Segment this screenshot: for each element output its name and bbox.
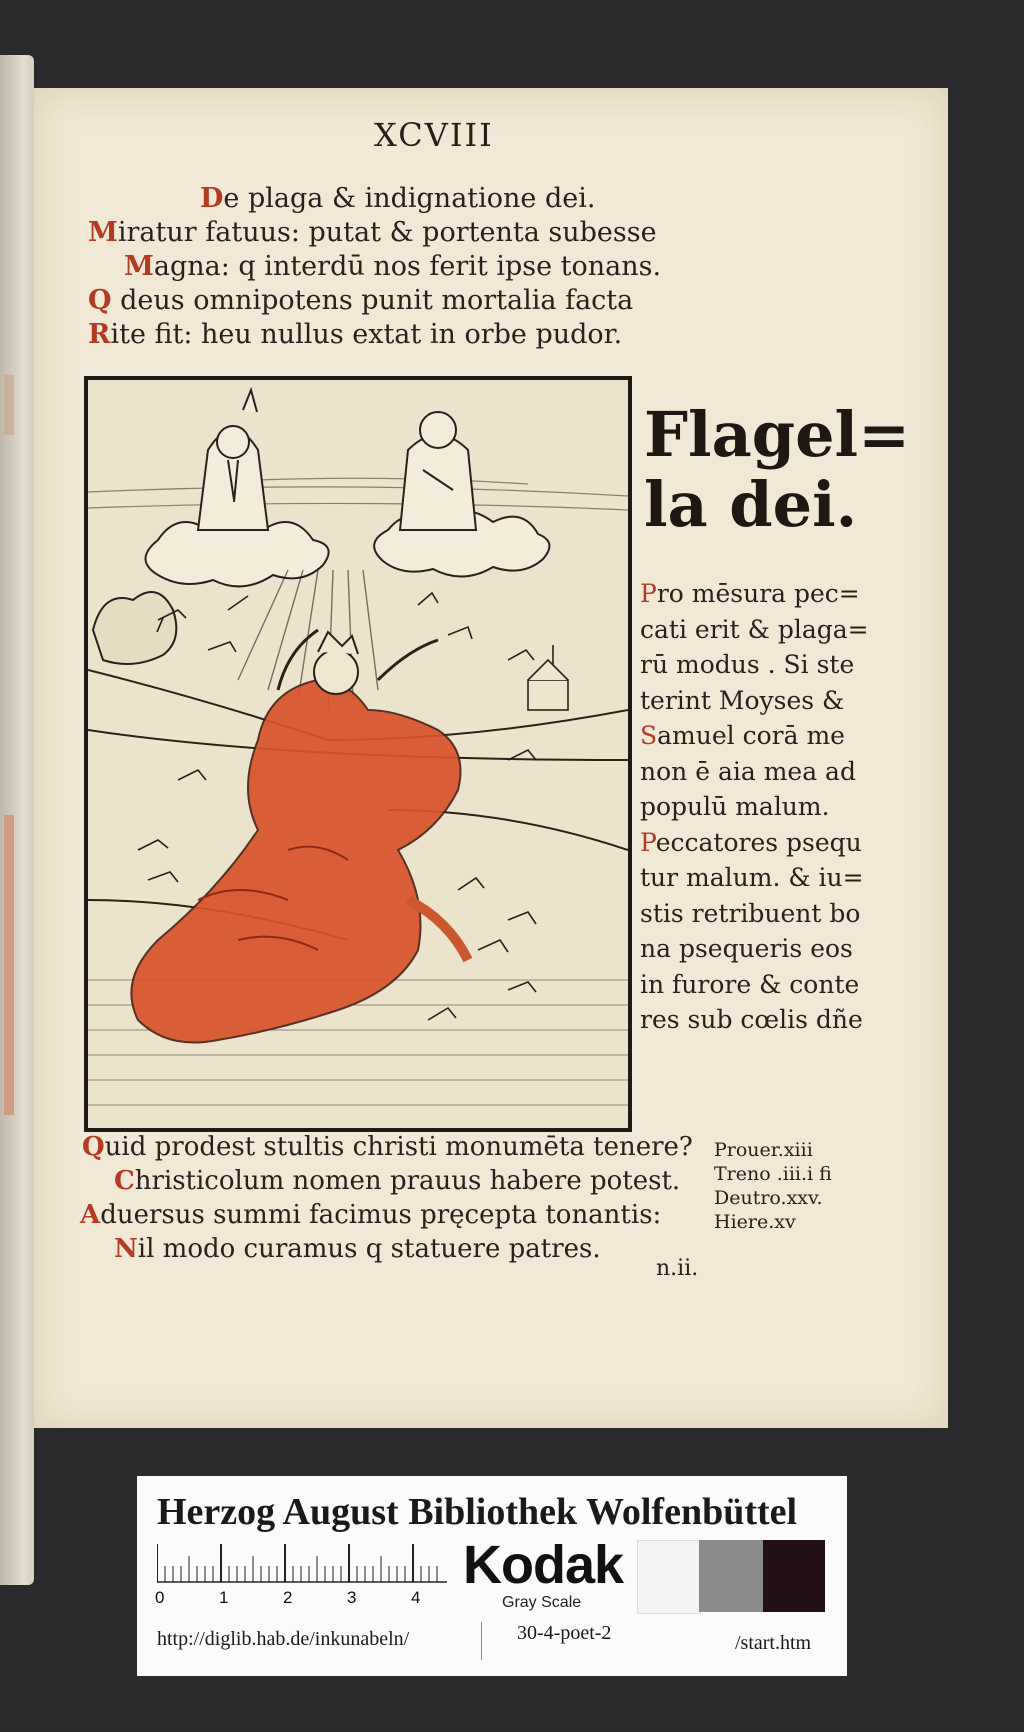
initial-letter: C bbox=[114, 1166, 135, 1196]
verse-line bbox=[82, 1130, 693, 1164]
sidenote-line: populū malum. bbox=[640, 792, 830, 821]
verse-line bbox=[88, 284, 633, 318]
god-figure bbox=[198, 390, 268, 530]
verse-line bbox=[88, 318, 622, 352]
signature-mark: n.ii. bbox=[656, 1256, 699, 1281]
sidenote-line: terint Moyses & bbox=[640, 685, 845, 715]
sidenote-line bbox=[640, 576, 869, 612]
sidenote-line: in furore & conte bbox=[640, 969, 860, 999]
verse-text: ite fit: heu nullus extat in orbe pudor. bbox=[110, 319, 623, 350]
ruler-number: 2 bbox=[283, 1588, 293, 1607]
heading-line: la dei. bbox=[644, 468, 858, 541]
woodcut-illustration bbox=[84, 376, 632, 1132]
sidenote-line: rū modus . Si ste bbox=[640, 650, 855, 679]
reference: Hiere.xv bbox=[714, 1211, 796, 1233]
ruler-number: 4 bbox=[411, 1588, 421, 1607]
start-page-path: /start.htm bbox=[735, 1632, 812, 1654]
initial-letter: N bbox=[114, 1234, 138, 1264]
verse-line bbox=[124, 250, 661, 284]
initial-letter: D bbox=[200, 183, 224, 214]
sidenote-line: cati erit & plaga= bbox=[640, 614, 869, 644]
sidenote-line: non ē aia mea ad bbox=[640, 756, 856, 786]
christ-figure bbox=[400, 412, 476, 530]
kodak-logo: Kodak bbox=[463, 1535, 624, 1595]
gray-scale-label: Gray Scale bbox=[502, 1594, 582, 1611]
sidenote-line bbox=[640, 718, 869, 754]
section-heading bbox=[644, 400, 910, 540]
woodcut-drawing bbox=[88, 380, 628, 1128]
initial-letter: R bbox=[88, 319, 111, 350]
verse-line bbox=[114, 1164, 680, 1198]
initial-letter: M bbox=[88, 217, 118, 248]
sidenote-text: eccatores psequ bbox=[655, 827, 862, 857]
reference: Treno .iii.i fi bbox=[714, 1163, 832, 1185]
verse-line bbox=[200, 182, 595, 216]
sidenote-text: amuel corā me bbox=[657, 721, 845, 750]
sidenote-line: stis retribuent bo bbox=[640, 898, 861, 928]
side-commentary bbox=[640, 576, 869, 1038]
verse-text: agna: q interdū nos ferit ipse tonans. bbox=[153, 251, 662, 282]
adjacent-page-red-bleed bbox=[4, 815, 14, 1115]
initial-letter: S bbox=[640, 721, 658, 750]
initial-letter: M bbox=[124, 251, 154, 282]
folio-number: XCVIII bbox=[374, 116, 494, 154]
verse-line bbox=[80, 1198, 661, 1232]
sidenote-line: tur malum. & iu= bbox=[640, 863, 864, 892]
scripture-references bbox=[714, 1138, 832, 1234]
card-divider bbox=[481, 1622, 482, 1660]
swatch-white bbox=[637, 1540, 701, 1614]
heading-line: Flagel= bbox=[644, 398, 911, 471]
verse-text: duersus summi facimus pręcepta tonantis: bbox=[100, 1200, 662, 1230]
library-url: http://diglib.hab.de/inkunabeln/ bbox=[157, 1628, 410, 1650]
library-color-card bbox=[137, 1476, 847, 1676]
verse-text: il modo curamus q statuere patres. bbox=[137, 1234, 601, 1264]
shelfmark: 30-4-poet-2 bbox=[517, 1622, 612, 1644]
swatch-black bbox=[763, 1540, 825, 1612]
verse-text: hristicolum nomen prauus habere potest. bbox=[134, 1166, 681, 1196]
library-name: Herzog August Bibliothek Wolfenbüttel bbox=[157, 1491, 798, 1533]
sidenote-line: res sub cœlis dñe bbox=[640, 1005, 863, 1034]
verse-text: e plaga & indignatione dei. bbox=[223, 183, 596, 214]
ruler-number: 0 bbox=[155, 1588, 165, 1607]
reference: Prouer.xiii bbox=[714, 1139, 813, 1161]
kneeling-figure bbox=[131, 630, 468, 1043]
ruler-number: 1 bbox=[219, 1588, 229, 1607]
reference: Deutro.xxv. bbox=[714, 1187, 823, 1209]
verse-line bbox=[114, 1232, 601, 1266]
initial-letter: A bbox=[80, 1200, 101, 1230]
swatch-gray bbox=[699, 1540, 763, 1612]
verse-text: iratur fatuus: putat & portenta subesse bbox=[117, 217, 657, 248]
initial-letter: Q bbox=[88, 285, 112, 316]
initial-letter: Q bbox=[82, 1132, 105, 1162]
initial-letter: P bbox=[640, 827, 656, 857]
initial-letter: P bbox=[640, 579, 657, 608]
sidenote-text: ro mēsura pec= bbox=[656, 579, 860, 608]
ruler-scale bbox=[157, 1544, 447, 1584]
verse-text: deus omnipotens punit mortalia facta bbox=[111, 285, 634, 316]
adjacent-page-edge bbox=[0, 55, 34, 1585]
sidenote-line: na psequeris eos bbox=[640, 934, 853, 963]
ruler-number: 3 bbox=[347, 1588, 357, 1607]
book-page bbox=[34, 88, 948, 1428]
sidenote-line bbox=[640, 825, 869, 861]
verse-text: uid prodest stultis christi monumēta tenere? bbox=[104, 1132, 693, 1162]
adjacent-page-ink bbox=[4, 375, 14, 435]
verse-line bbox=[88, 216, 657, 250]
